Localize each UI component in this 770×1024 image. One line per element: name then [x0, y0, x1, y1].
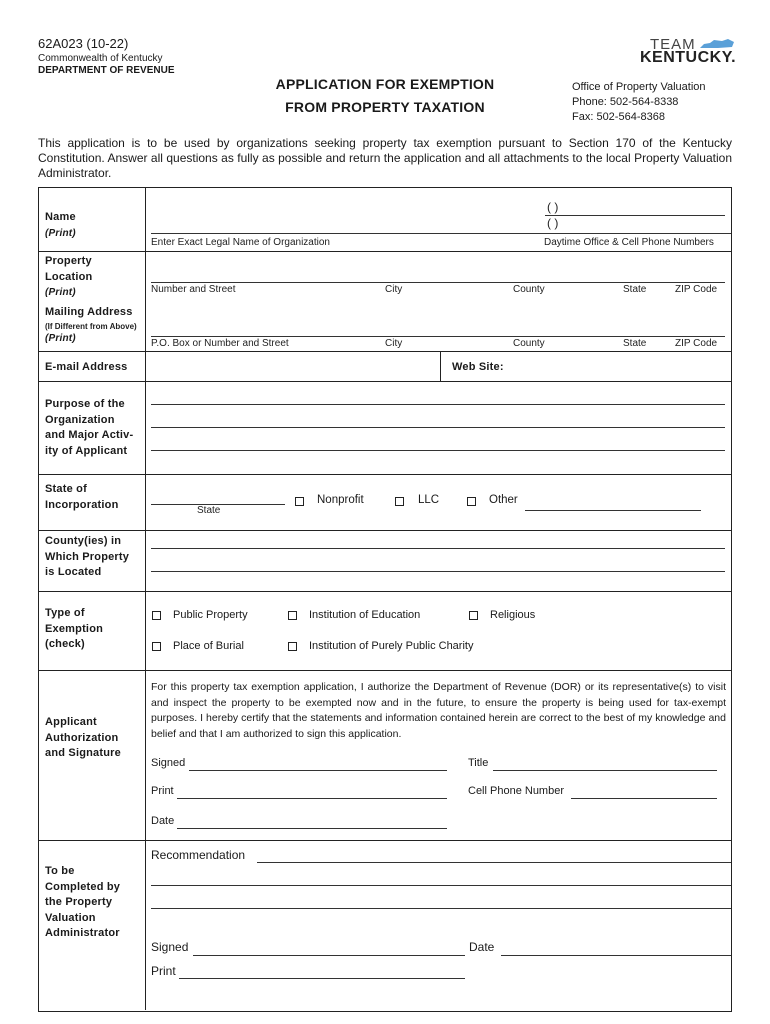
office-name: Office of Property Valuation	[572, 81, 706, 93]
exemption-label-2: Exemption	[45, 622, 104, 635]
pva-label-3: the Property	[45, 896, 113, 908]
website-label: Web Site:	[452, 361, 504, 373]
public-property-checkbox[interactable]	[152, 611, 161, 620]
location-state-caption: State	[623, 284, 647, 295]
auth-print-label: Print	[151, 785, 174, 797]
incorporation-label	[45, 482, 119, 513]
auth-title-field[interactable]	[493, 770, 717, 771]
pva-label-5: Administrator	[45, 927, 120, 939]
pva-signature-field[interactable]	[193, 955, 465, 956]
counties-line-2[interactable]	[151, 571, 725, 572]
recommendation-label: Recommendation	[151, 848, 246, 862]
department-label: DEPARTMENT OF REVENUE	[38, 65, 175, 76]
pva-print-field[interactable]	[179, 978, 465, 979]
counties-label-1: County(ies) in	[45, 535, 122, 547]
mailing-state-caption: State	[623, 338, 647, 349]
purpose-label-2: Organization	[45, 413, 115, 426]
authorization-label-1: Applicant	[45, 716, 97, 728]
row-divider	[39, 840, 731, 841]
purpose-line-2[interactable]	[151, 427, 725, 428]
auth-signature-field[interactable]	[189, 770, 447, 771]
authorization-label-2: Authorization	[45, 731, 119, 744]
nonprofit-checkbox[interactable]	[295, 497, 304, 506]
mailing-address-label	[45, 305, 133, 321]
location-street-caption: Number and Street	[151, 284, 236, 295]
office-contact	[572, 80, 706, 125]
mailing-print-note	[45, 331, 76, 347]
name-label-text: Name	[45, 211, 76, 223]
label-column-divider	[145, 188, 146, 1010]
commonwealth-label: Commonwealth of Kentucky	[38, 53, 163, 64]
authorization-label-3: and Signature	[45, 747, 121, 759]
mailing-label-text: Mailing Address	[45, 306, 133, 318]
legal-name-caption: Enter Exact Legal Name of Organization	[151, 237, 330, 248]
application-form	[38, 187, 732, 1012]
auth-signed-label: Signed	[151, 757, 186, 769]
incorporation-label-2: Incorporation	[45, 498, 119, 511]
property-location-label	[45, 254, 92, 301]
pva-label	[45, 864, 120, 942]
purpose-line-3[interactable]	[151, 450, 725, 451]
auth-cell-label: Cell Phone Number	[468, 785, 564, 797]
pva-label-2: Completed by	[45, 880, 121, 893]
purpose-line-1[interactable]	[151, 404, 725, 405]
charity-checkbox[interactable]	[288, 642, 297, 651]
llc-label: LLC	[418, 494, 440, 506]
intro-paragraph: This application is to be used by organizations seeking property tax exemption pursuant to Section 170 of the Kentucky Constitution. Answer all questions as fully as possible and return the application and all attachments to the local Property Valuation Administrator.	[38, 136, 732, 180]
phone-paren-2: ( )	[547, 216, 559, 230]
location-county-caption: County	[513, 284, 545, 295]
pva-label-4: Valuation	[45, 911, 96, 924]
pva-date-label: Date	[469, 940, 495, 954]
logo-kentucky-text: KENTUCKY.	[640, 49, 737, 66]
form-title-line2: FROM PROPERTY TAXATION	[285, 99, 485, 115]
purpose-label-1: Purpose of the	[45, 398, 125, 410]
other-checkbox[interactable]	[467, 497, 476, 506]
row-divider	[39, 591, 731, 592]
recommendation-line-2[interactable]	[151, 885, 731, 886]
recommendation-line-3[interactable]	[151, 908, 731, 909]
auth-title-label: Title	[468, 757, 489, 769]
phone-caption: Daytime Office & Cell Phone Numbers	[544, 237, 714, 248]
mailing-street-caption: P.O. Box or Number and Street	[151, 338, 289, 349]
pva-label-1: To be	[45, 865, 75, 877]
mailing-note: (If Different from Above)	[45, 322, 137, 331]
location-label-1: Property	[45, 255, 92, 267]
office-phone-field[interactable]	[545, 215, 725, 216]
legal-name-field[interactable]	[151, 233, 731, 234]
authorization-label	[45, 715, 121, 762]
purpose-label	[45, 397, 133, 459]
purpose-label-4: ity of Applicant	[45, 444, 128, 457]
counties-line-1[interactable]	[151, 548, 725, 549]
form-id: 62A023 (10-22)	[38, 36, 129, 51]
email-field[interactable]	[146, 352, 439, 381]
row-divider	[39, 251, 731, 252]
exemption-label-1: Type of	[45, 607, 85, 619]
phone-paren-1: ( )	[547, 200, 559, 214]
other-field[interactable]	[525, 510, 701, 511]
education-checkbox[interactable]	[288, 611, 297, 620]
mailing-city-caption: City	[385, 338, 403, 349]
public-property-label: Public Property	[173, 609, 248, 621]
auth-print-field[interactable]	[177, 798, 447, 799]
team-kentucky-logo	[640, 36, 740, 66]
mailing-zip-caption: ZIP Code	[675, 338, 718, 349]
logo-team-text: TEAM	[650, 36, 696, 53]
education-label: Institution of Education	[309, 609, 421, 621]
purpose-label-3: and Major Activ-	[45, 429, 134, 441]
row-divider	[39, 474, 731, 475]
pva-date-field[interactable]	[501, 955, 731, 956]
mailing-address-field[interactable]	[151, 336, 725, 337]
row-divider	[39, 530, 731, 531]
auth-cell-field[interactable]	[571, 798, 717, 799]
office-phone: Phone: 502-564-8338	[572, 96, 679, 108]
auth-date-label: Date	[151, 815, 175, 827]
incorporation-label-1: State of	[45, 483, 87, 495]
mailing-county-caption: County	[513, 338, 545, 349]
form-title-line1: APPLICATION FOR EXEMPTION	[275, 76, 495, 92]
counties-label-3: is Located	[45, 566, 102, 578]
name-label	[45, 210, 76, 241]
counties-label-2: Which Property	[45, 550, 130, 563]
email-label: E-mail Address	[45, 361, 128, 373]
other-label: Other	[489, 494, 518, 506]
row-divider	[39, 381, 731, 382]
pva-print-label: Print	[151, 964, 176, 978]
property-location-field[interactable]	[151, 282, 725, 283]
location-city-caption: City	[385, 284, 403, 295]
exemption-type-label	[45, 606, 103, 653]
burial-label: Place of Burial	[173, 640, 244, 652]
authorization-statement: For this property tax exemption application, I authorize the Department of Revenue (DOR) or its representative(s) to visit and inspect the property to be exempted now and in the future, to ensure the property is being used for tax-exempt purposes. I hereby certify that the statements and information contained herein are correct to the best of my knowledge and belief and that I am authorized to sign this application.	[151, 681, 726, 740]
email-website-divider	[440, 352, 441, 381]
location-label-2: Location	[45, 270, 93, 283]
religious-checkbox[interactable]	[469, 611, 478, 620]
location-zip-caption: ZIP Code	[675, 284, 718, 295]
name-print-note: (Print)	[45, 227, 76, 239]
charity-label: Institution of Purely Public Charity	[309, 640, 474, 652]
office-fax: Fax: 502-564-8368	[572, 111, 665, 123]
incorporation-state-caption: State	[197, 505, 221, 516]
burial-checkbox[interactable]	[152, 642, 161, 651]
religious-label: Religious	[490, 609, 536, 621]
location-print-note: (Print)	[45, 287, 76, 298]
row-divider	[39, 670, 731, 671]
auth-date-field[interactable]	[177, 828, 447, 829]
mailing-print-note-text: (Print)	[45, 333, 76, 344]
nonprofit-label: Nonprofit	[317, 494, 364, 506]
llc-checkbox[interactable]	[395, 497, 404, 506]
recommendation-line-1[interactable]	[257, 862, 731, 863]
pva-signed-label: Signed	[151, 940, 189, 954]
exemption-label-3: (check)	[45, 638, 85, 650]
counties-label	[45, 534, 129, 581]
